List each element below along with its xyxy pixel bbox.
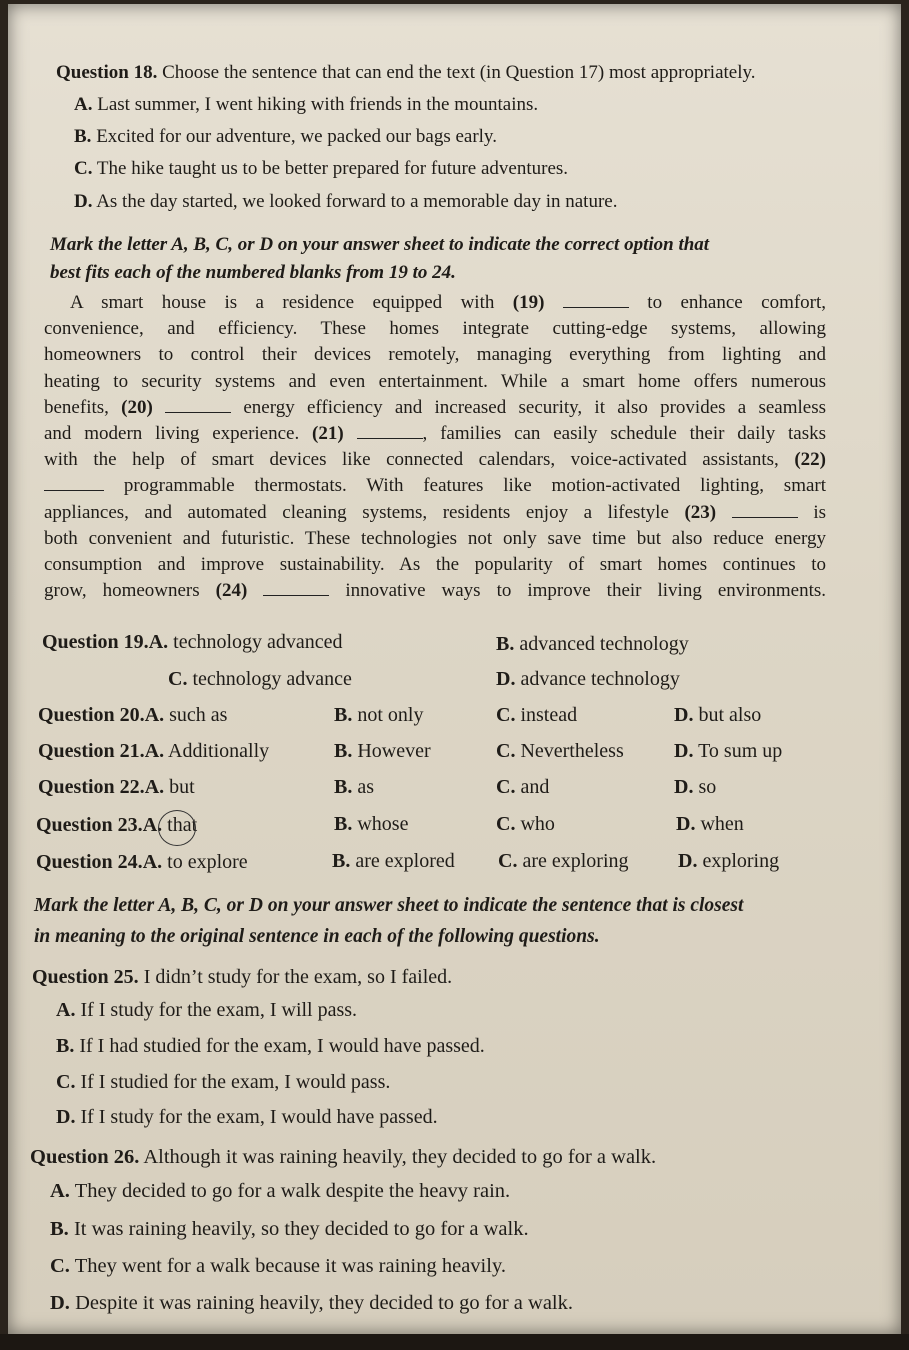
option-a: to explore (167, 851, 248, 873)
option-b: B. If I had studied for the exam, I would have passed. (56, 1035, 485, 1057)
question-20: Question 20.A. such as (38, 704, 228, 726)
blank-number: (23) (684, 501, 717, 523)
passage-line: heating to security systems and even entertainment. While a smart home offers numerous (44, 370, 826, 392)
option-d: D. exploring (678, 850, 780, 872)
blank-22 (44, 473, 104, 491)
option-b: B. However (334, 740, 431, 762)
option-d (74, 189, 617, 215)
question-label: Question 23. (36, 814, 143, 836)
instruction-line: in meaning to the original sentence in each of the following questions. (34, 926, 600, 947)
option-c: C. and (496, 776, 550, 798)
blank-number: (22) (794, 449, 826, 471)
option-d: D. To sum up (674, 740, 783, 762)
option-d: D. If I study for the exam, I would have passed. (56, 1106, 438, 1128)
option-b: B. whose (334, 813, 409, 835)
option-c (74, 156, 568, 182)
option-b: B. are explored (332, 850, 455, 872)
option-letter: D. (74, 191, 93, 212)
instruction-line: best fits each of the numbered blanks from 19 to 24. (50, 262, 456, 283)
option-b: B. not only (334, 704, 424, 726)
option-a: that (167, 814, 198, 836)
question-26 (30, 1144, 656, 1170)
passage-line: and modern living experience. (21) , families can easily schedule their daily tasks (44, 423, 827, 445)
blank-19 (563, 290, 629, 308)
option-c: C. are exploring (498, 850, 629, 872)
blank-number: (19) (512, 292, 545, 313)
option-a (74, 92, 538, 118)
option-c: C. instead (496, 704, 578, 726)
option-a: A. They decided to go for a walk despite the heavy rain. (50, 1180, 511, 1202)
option-d: D. when (676, 813, 744, 835)
passage-line: benefits, (20) energy efficiency and increased security, it also provides a seamless (44, 396, 827, 418)
passage-line: programmable thermostats. With features like motion-activated lighting, smart (44, 473, 826, 499)
passage-line: appliances, and automated cleaning systems, residents enjoy a lifestyle (23) is (44, 501, 827, 523)
option-a: such as (169, 704, 228, 726)
option-b: B. advanced technology (496, 633, 689, 655)
answer-circle-mark (158, 810, 196, 846)
option-a: A. If I study for the exam, I will pass. (56, 999, 358, 1021)
instruction-line: Mark the letter A, B, C, or D on your answer sheet to indicate the correct option that (50, 234, 710, 255)
question-label: Question 20. (38, 704, 145, 726)
option-letter: C. (74, 158, 93, 179)
question-stem: Although it was raining heavily, they decided to go for a walk. (143, 1146, 657, 1168)
question-21: Question 21.A. Additionally (38, 740, 270, 762)
option-d: D. so (674, 776, 717, 798)
option-text: Last summer, I went hiking with friends in the mountains. (97, 94, 539, 115)
question-23: Question 23.A. that (36, 814, 198, 836)
option-b: B. It was raining heavily, so they decided to go for a walk. (50, 1218, 529, 1240)
option-letter: A. (74, 94, 93, 115)
question-label: Question 25. (32, 966, 139, 988)
question-22: Question 22.A. but (38, 776, 195, 798)
blank-number: (21) (312, 423, 344, 445)
option-d: D. Despite it was raining heavily, they decided to go for a walk. (50, 1292, 573, 1314)
passage-line: both convenient and futuristic. These technologies not only save time but also reduce energy (44, 527, 826, 549)
passage-line: convenience, and efficiency. These homes integrate cutting-edge systems, allowing (44, 318, 826, 340)
blank-number: (24) (215, 580, 248, 602)
reading-passage (44, 290, 826, 604)
exam-page (8, 4, 901, 1334)
blank-23 (732, 500, 798, 518)
blank-20 (165, 395, 231, 413)
question-25 (32, 964, 452, 990)
question-19: Question 19.A. technology advanced (42, 631, 343, 653)
passage-line: grow, homeowners (24) innovative ways to improve their living environments. (44, 580, 826, 602)
question-stem: I didn’t study for the exam, so I failed. (143, 966, 453, 988)
option-text: The hike taught us to be better prepared for future adventures. (96, 158, 569, 179)
option-c: C. If I studied for the exam, I would pass. (56, 1071, 391, 1093)
option-text: As the day started, we looked forward to a memorable day in nature. (96, 191, 618, 212)
question-label: Question 22. (38, 776, 145, 798)
option-letter: B. (74, 126, 92, 147)
question-18 (56, 60, 756, 86)
option-c: C. They went for a walk because it was raining heavily. (50, 1255, 506, 1277)
option-c: C. Nevertheless (496, 740, 624, 762)
option-a: technology advanced (173, 631, 343, 653)
question-label: Question 24. (36, 851, 143, 873)
question-label: Question 18. (56, 62, 158, 83)
option-d: D. but also (674, 704, 762, 726)
option-d: D. advance technology (496, 668, 680, 690)
table-edge (0, 1334, 909, 1350)
question-stem: Choose the sentence that can end the text (in Question 17) most appropriately. (162, 62, 756, 83)
passage-line: with the help of smart devices like connected calendars, voice-activated assistants, (22) (44, 449, 826, 471)
instruction-line: Mark the letter A, B, C, or D on your answer sheet to indicate the sentence that is closest (34, 895, 744, 916)
option-c: C. technology advance (168, 668, 352, 690)
option-c: C. who (496, 813, 555, 835)
blank-number: (20) (121, 396, 153, 418)
option-a: but (169, 776, 195, 798)
option-b: B. as (334, 776, 375, 798)
passage-line: homeowners to control their devices remotely, managing everything from lighting and (44, 344, 826, 366)
question-label: Question 26. (30, 1146, 140, 1168)
question-24: Question 24.A. to explore (36, 851, 248, 873)
passage-line: A smart house is a residence equipped with (19) to enhance comfort, (70, 292, 827, 313)
blank-24 (263, 578, 329, 596)
blank-21 (357, 421, 423, 439)
option-text: Excited for our adventure, we packed our bags early. (96, 126, 497, 147)
question-label: Question 19. (42, 631, 149, 653)
passage-line: consumption and improve sustainability. As the popularity of smart homes continues to (44, 554, 826, 576)
option-a: Additionally (168, 740, 270, 762)
option-b (74, 124, 497, 150)
question-label: Question 21. (38, 740, 145, 762)
